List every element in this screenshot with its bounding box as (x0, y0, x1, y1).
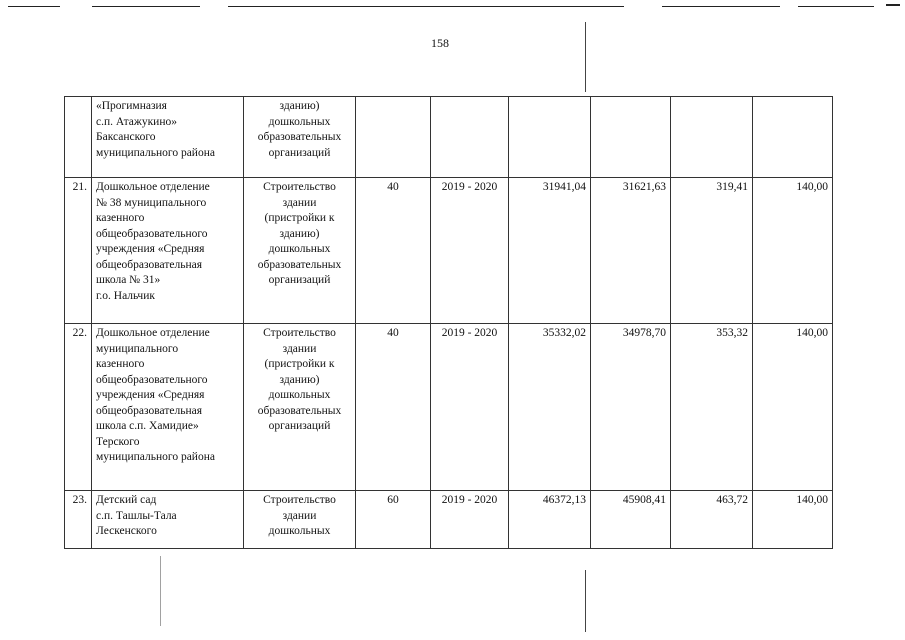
total-amount-cell (509, 97, 591, 178)
table-row (65, 178, 833, 324)
cell-line: Детский сад (96, 494, 157, 506)
cell-line: дошкольных (268, 115, 331, 128)
scan-artifact-line (798, 6, 874, 7)
cell-line: Дошкольное отделение (96, 181, 210, 193)
row-number-cell: 23. (65, 491, 92, 549)
cell-line: муниципального района (96, 146, 215, 159)
cell-line: муниципального района (96, 451, 215, 463)
capacity-cell (356, 97, 431, 178)
cell-line: образовательных (257, 258, 342, 271)
cell-line: здании (282, 342, 317, 355)
cell-line: учреждения «Средняя (96, 389, 205, 401)
cell-line: Баксанского (96, 131, 156, 143)
total-amount-cell: 31941,04 (509, 178, 591, 324)
unit-cost-cell: 140,00 (753, 491, 833, 549)
object-name-cell (92, 97, 244, 178)
cell-line: с.п. Ташлы-Тала (96, 509, 177, 522)
federal-amount-cell: 45908,41 (591, 491, 671, 549)
cell-line: общеобразовательного (96, 227, 208, 240)
scan-artifact-line (886, 4, 900, 6)
cell-line: образовательных (257, 404, 342, 417)
table-row (65, 97, 833, 178)
unit-cost-cell: 140,00 (753, 324, 833, 491)
period-cell: 2019 - 2020 (431, 178, 509, 324)
cell-line: казенного (96, 358, 145, 370)
federal-amount-cell (591, 97, 671, 178)
object-name-cell (92, 491, 244, 549)
cell-line: дошкольных (268, 525, 331, 537)
capacity-cell: 40 (356, 324, 431, 491)
work-type-cell (244, 178, 356, 324)
cell-line: образовательных (257, 131, 342, 143)
capacity-cell: 40 (356, 178, 431, 324)
cell-line: (пристройки к (264, 212, 335, 224)
row-number-cell: 22. (65, 324, 92, 491)
cell-line: с.п. Атажукино» (96, 115, 177, 128)
cell-line: «Прогимназия (96, 100, 167, 112)
table-row (65, 324, 833, 491)
cell-line: зданию) (279, 373, 320, 386)
cell-line: здании (282, 509, 317, 522)
cell-line: Строительство (263, 494, 336, 506)
cell-line: общеобразовательная (96, 404, 202, 417)
regional-amount-cell: 319,41 (671, 178, 753, 324)
regional-amount-cell: 463,72 (671, 491, 753, 549)
cell-line: казенного (96, 212, 145, 224)
cell-line: школа № 31» (96, 274, 161, 286)
page-number: 158 (431, 36, 449, 50)
cell-line: организаций (268, 420, 331, 432)
regional-amount-cell: 353,32 (671, 324, 753, 491)
capacity-cell: 60 (356, 491, 431, 549)
work-type-cell (244, 97, 356, 178)
cell-line: зданию) (279, 227, 320, 240)
work-type-cell (244, 491, 356, 549)
table-row (65, 491, 833, 549)
period-cell (431, 97, 509, 178)
cell-line: (пристройки к (264, 358, 335, 370)
row-number-cell: 21. (65, 178, 92, 324)
cell-line: здании (282, 196, 317, 209)
unit-cost-cell: 140,00 (753, 178, 833, 324)
cell-line: № 38 муниципального (96, 196, 207, 209)
cell-line: г.о. Нальчик (96, 289, 155, 302)
cell-line: организаций (268, 274, 331, 286)
fold-mark (585, 22, 586, 92)
period-cell: 2019 - 2020 (431, 491, 509, 549)
fold-mark (585, 570, 586, 632)
period-cell: 2019 - 2020 (431, 324, 509, 491)
scan-artifact-line (662, 6, 780, 7)
cell-line: дошкольных (268, 243, 331, 255)
scan-artifact-line (228, 6, 624, 7)
cell-line: Терского (96, 435, 140, 448)
cell-line: Дошкольное отделение (96, 327, 210, 339)
work-type-cell (244, 324, 356, 491)
scan-artifact-line (8, 6, 60, 7)
scan-artifact-line (92, 6, 200, 7)
object-name-cell (92, 324, 244, 491)
object-name-cell (92, 178, 244, 324)
budget-table (64, 96, 833, 549)
cell-line: общеобразовательная (96, 258, 202, 271)
cell-line: Строительство (263, 327, 336, 339)
total-amount-cell: 35332,02 (509, 324, 591, 491)
cell-line: муниципального (96, 342, 179, 355)
cell-line: дошкольных (268, 389, 331, 401)
cell-line: организаций (268, 146, 331, 159)
federal-amount-cell: 34978,70 (591, 324, 671, 491)
total-amount-cell: 46372,13 (509, 491, 591, 549)
row-number-cell (65, 97, 92, 178)
unit-cost-cell (753, 97, 833, 178)
cell-line: школа с.п. Хамидие» (96, 420, 199, 432)
federal-amount-cell: 31621,63 (591, 178, 671, 324)
cell-line: Строительство (263, 181, 336, 193)
cell-line: учреждения «Средняя (96, 243, 205, 255)
cell-line: общеобразовательного (96, 373, 208, 386)
cell-line: зданию) (279, 100, 320, 112)
regional-amount-cell (671, 97, 753, 178)
fold-mark (160, 556, 161, 626)
cell-line: Лескенского (96, 525, 157, 537)
